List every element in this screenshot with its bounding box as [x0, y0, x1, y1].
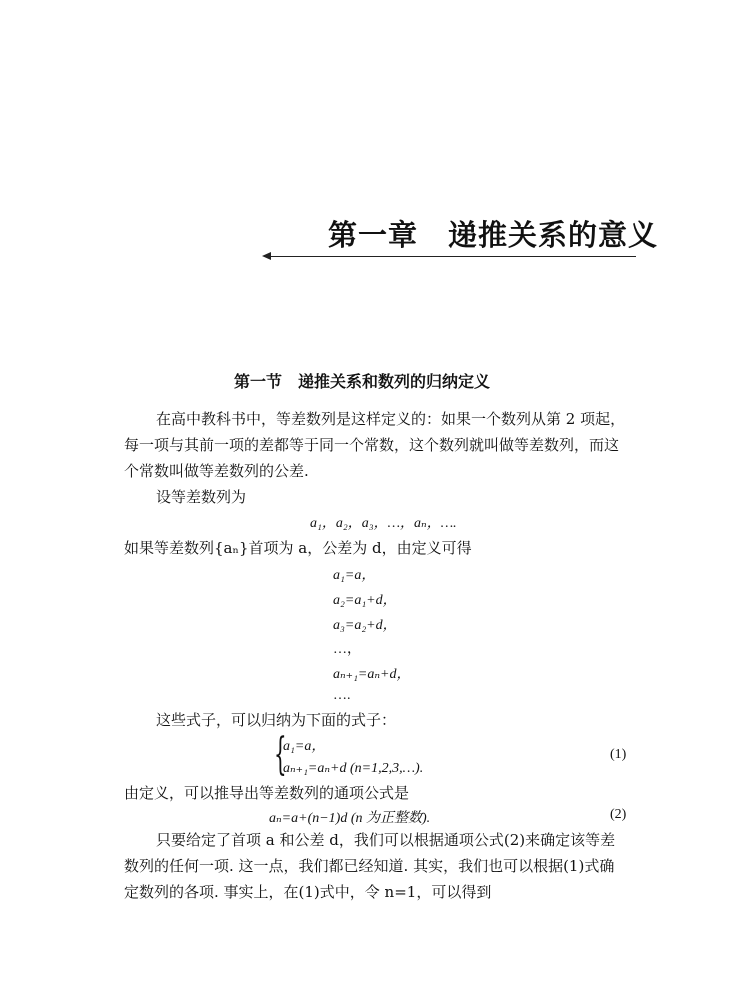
- equation-label-2: (2): [610, 807, 627, 822]
- paragraph-6-line-2: 数列的任何一项. 这一点，我们都已经知道. 其实，我们也可以根据(1)式确: [124, 857, 615, 875]
- paragraph-1-line-1: 在高中教科书中，等差数列是这样定义的：如果一个数列从第 2 项起，: [156, 410, 626, 428]
- equation-list-item: aₙ₊₁=aₙ+d，: [333, 667, 411, 682]
- paragraph-1-line-3: 个常数叫做等差数列的公差.: [124, 462, 309, 480]
- equation-list-item: a₁=a，: [333, 568, 376, 583]
- system-brace: {: [274, 729, 287, 780]
- system-line-1: a₁=a，: [283, 739, 326, 754]
- paragraph-1-line-2: 每一项与其前一项的差都等于同一个常数，这个数列就叫做等差数列，而这: [124, 436, 620, 454]
- equation-list-item: ….: [333, 688, 351, 703]
- equation-label-1: (1): [610, 747, 627, 762]
- equation-list-item: …，: [333, 642, 361, 657]
- paragraph-5: 由定义，可以推导出等差数列的通项公式是: [124, 784, 410, 802]
- equation-list-item: a₂=a₁+d，: [333, 593, 397, 608]
- sequence-expression: a₁，a₂，a₃，…，aₙ，….: [310, 516, 457, 531]
- chapter-title: 第一章 递推关系的意义: [328, 218, 659, 252]
- general-term-formula: aₙ=a+(n−1)d (n 为正整数).: [269, 811, 431, 826]
- system-line-2: aₙ₊₁=aₙ+d (n=1,2,3,…).: [283, 761, 424, 776]
- paragraph-3: 如果等差数列{aₙ}首项为 a，公差为 d，由定义可得: [124, 539, 472, 557]
- section-title: 第一节 递推关系和数列的归纳定义: [234, 372, 491, 391]
- paragraph-6-line-3: 定数列的各项. 事实上，在(1)式中，令 n=1，可以得到: [124, 883, 492, 901]
- paragraph-2: 设等差数列为: [156, 488, 247, 506]
- paragraph-6-line-1: 只要给定了首项 a 和公差 d，我们可以根据通项公式(2)来确定该等差: [156, 831, 616, 849]
- paragraph-4: 这些式子，可以归纳为下面的式子：: [156, 711, 397, 729]
- chapter-rule: [266, 256, 636, 257]
- equation-list-item: a₃=a₂+d，: [333, 618, 397, 633]
